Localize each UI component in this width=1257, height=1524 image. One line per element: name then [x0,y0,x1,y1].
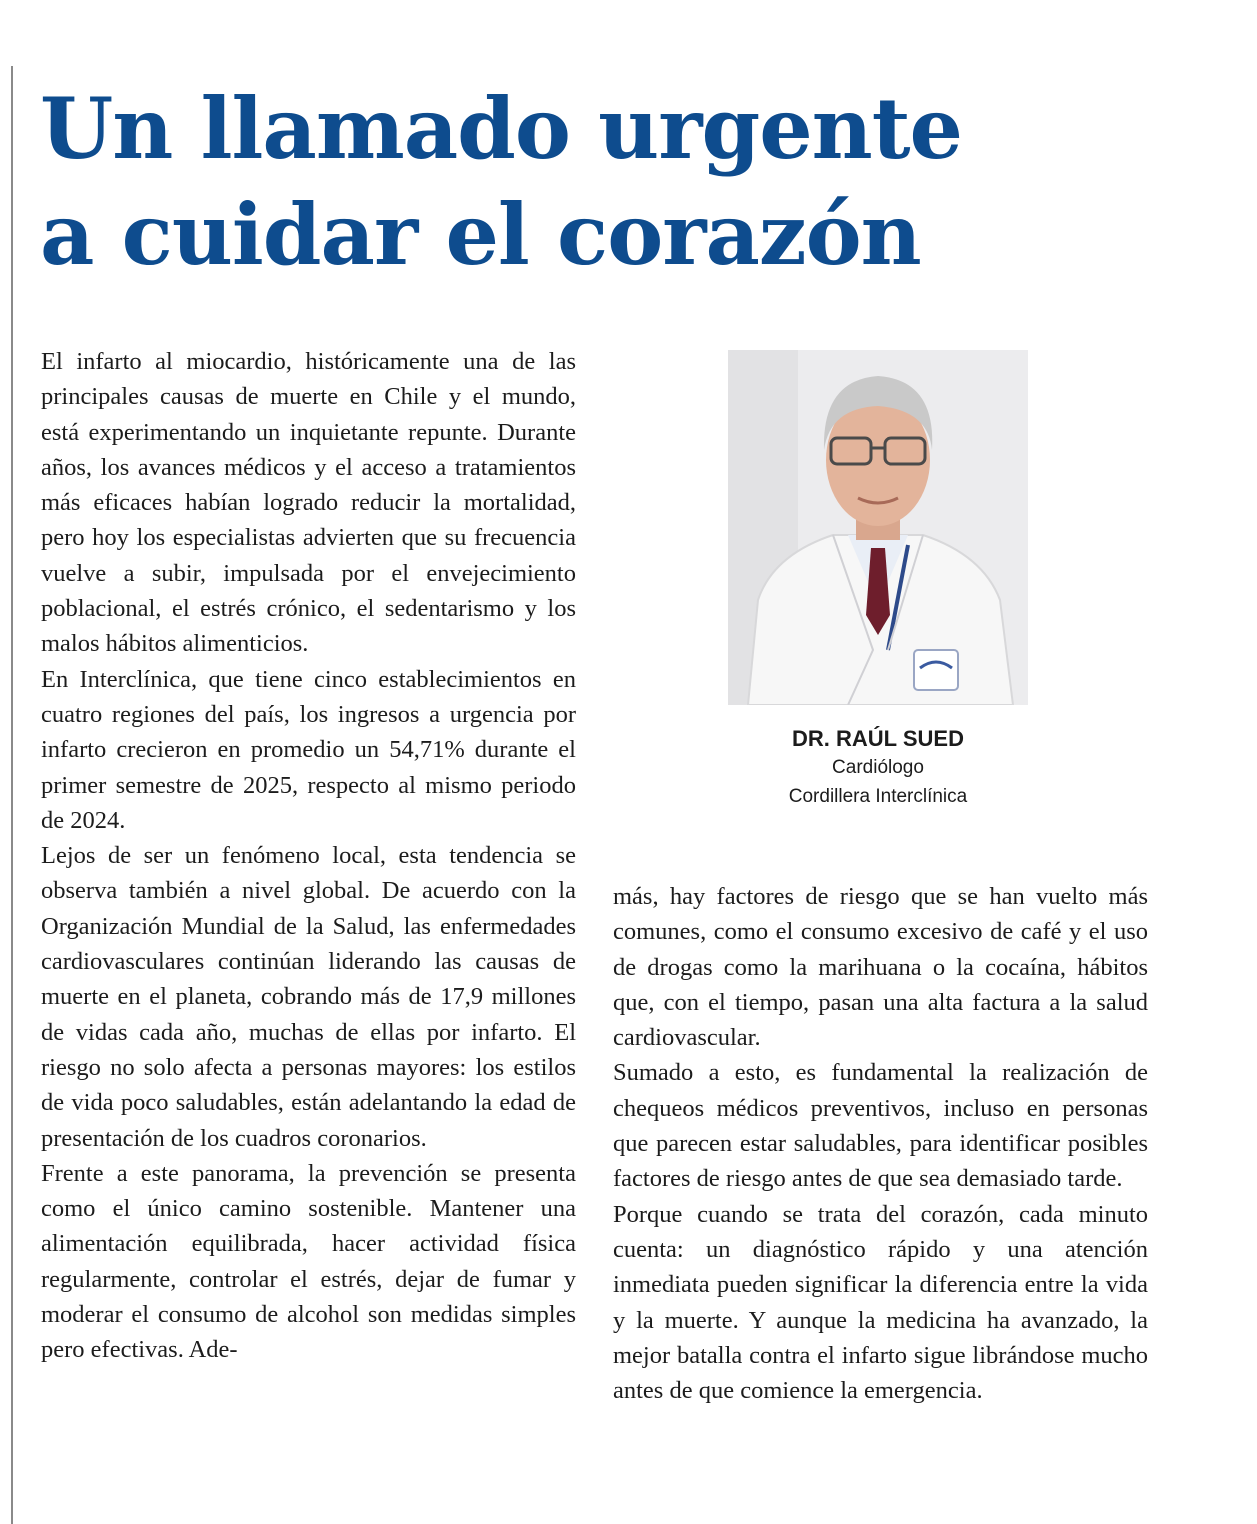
article-headline [40,76,1190,288]
paragraph-4-end: más, hay factores de riesgo que se han vuelto más comunes, como el consumo excesivo de café y el uso de drogas como la marihuana o la cocaína, hábitos que, con el tiempo, pasan una alta factura a la salud cardiovascular. [613,883,1148,1052]
paragraph-2: En Interclínica, que tiene cinco establecimientos en cuatro regiones del país, los ingresos a urgencia por infarto crecieron en promedio un 54,71% durante el primer semestre de 2025, respecto al mismo periodo de 2024. [41,665,576,834]
paragraph-5: Sumado a esto, es fundamental la realización de chequeos médicos preventivos, incluso en personas que parecen estar saludables, para identificar posibles factores de riesgo antes de que sea demasiado tarde. [613,1059,1148,1193]
headline-line-2: a cuidar el corazón [40,185,921,284]
paragraph-6: Porque cuando se trata del corazón, cada minuto cuenta: un diagnóstico rápido y una atención inmediata pueden significar la diferencia entre la vida y la muerte. Y aunque la medicina ha avanzado, la mejor batalla contra el infarto sigue librándose mucho antes de que comience la emergencia. [613,1200,1148,1405]
headline-line-1: Un llamado urgente [40,79,962,178]
article-column-left [41,344,576,1368]
paragraph-1: El infarto al miocardio, históricamente una de las principales causas de muerte en Chile y el mundo, está experimentando un inquietante repunte. Durante años, los avances médicos y el acceso a tratamientos más eficaces habían logrado reducir la mortalidad, pero hoy los especialistas advierten que su frecuencia vuelve a subir, impulsada por el envejecimiento poblacional, el estrés crónico, el sedentarismo y los malos hábitos alimenticios. [41,348,576,658]
photo-caption [728,725,1028,811]
doctor-portrait [728,350,1028,705]
caption-title: Cardiólogo [832,757,924,778]
paragraph-4-start: Frente a este panorama, la prevención se presenta como el único camino sostenible. Mantener una alimentación equilibrada, hacer actividad física regularmente, controlar el estrés, dejar de fumar y moderar el consumo de alcohol son medidas simples pero efectivas. Ade- [41,1159,576,1364]
column-rule [11,66,13,1524]
paragraph-3: Lejos de ser un fenómeno local, esta tendencia se observa también a nivel global. De acuerdo con la Organización Mundial de la Salud, las enfermedades cardiovasculares continúan liderando las causas de muerte en el planeta, cobrando más de 17,9 millones de vidas cada año, muchas de ellas por infarto. El riesgo no solo afecta a personas mayores: los estilos de vida poco saludables, están adelantando la edad de presentación de los cuadros coronarios. [41,842,576,1152]
article-column-right [613,879,1148,1408]
caption-organization: Cordillera Interclínica [788,786,968,807]
caption-name: DR. RAÚL SUED [792,726,964,751]
